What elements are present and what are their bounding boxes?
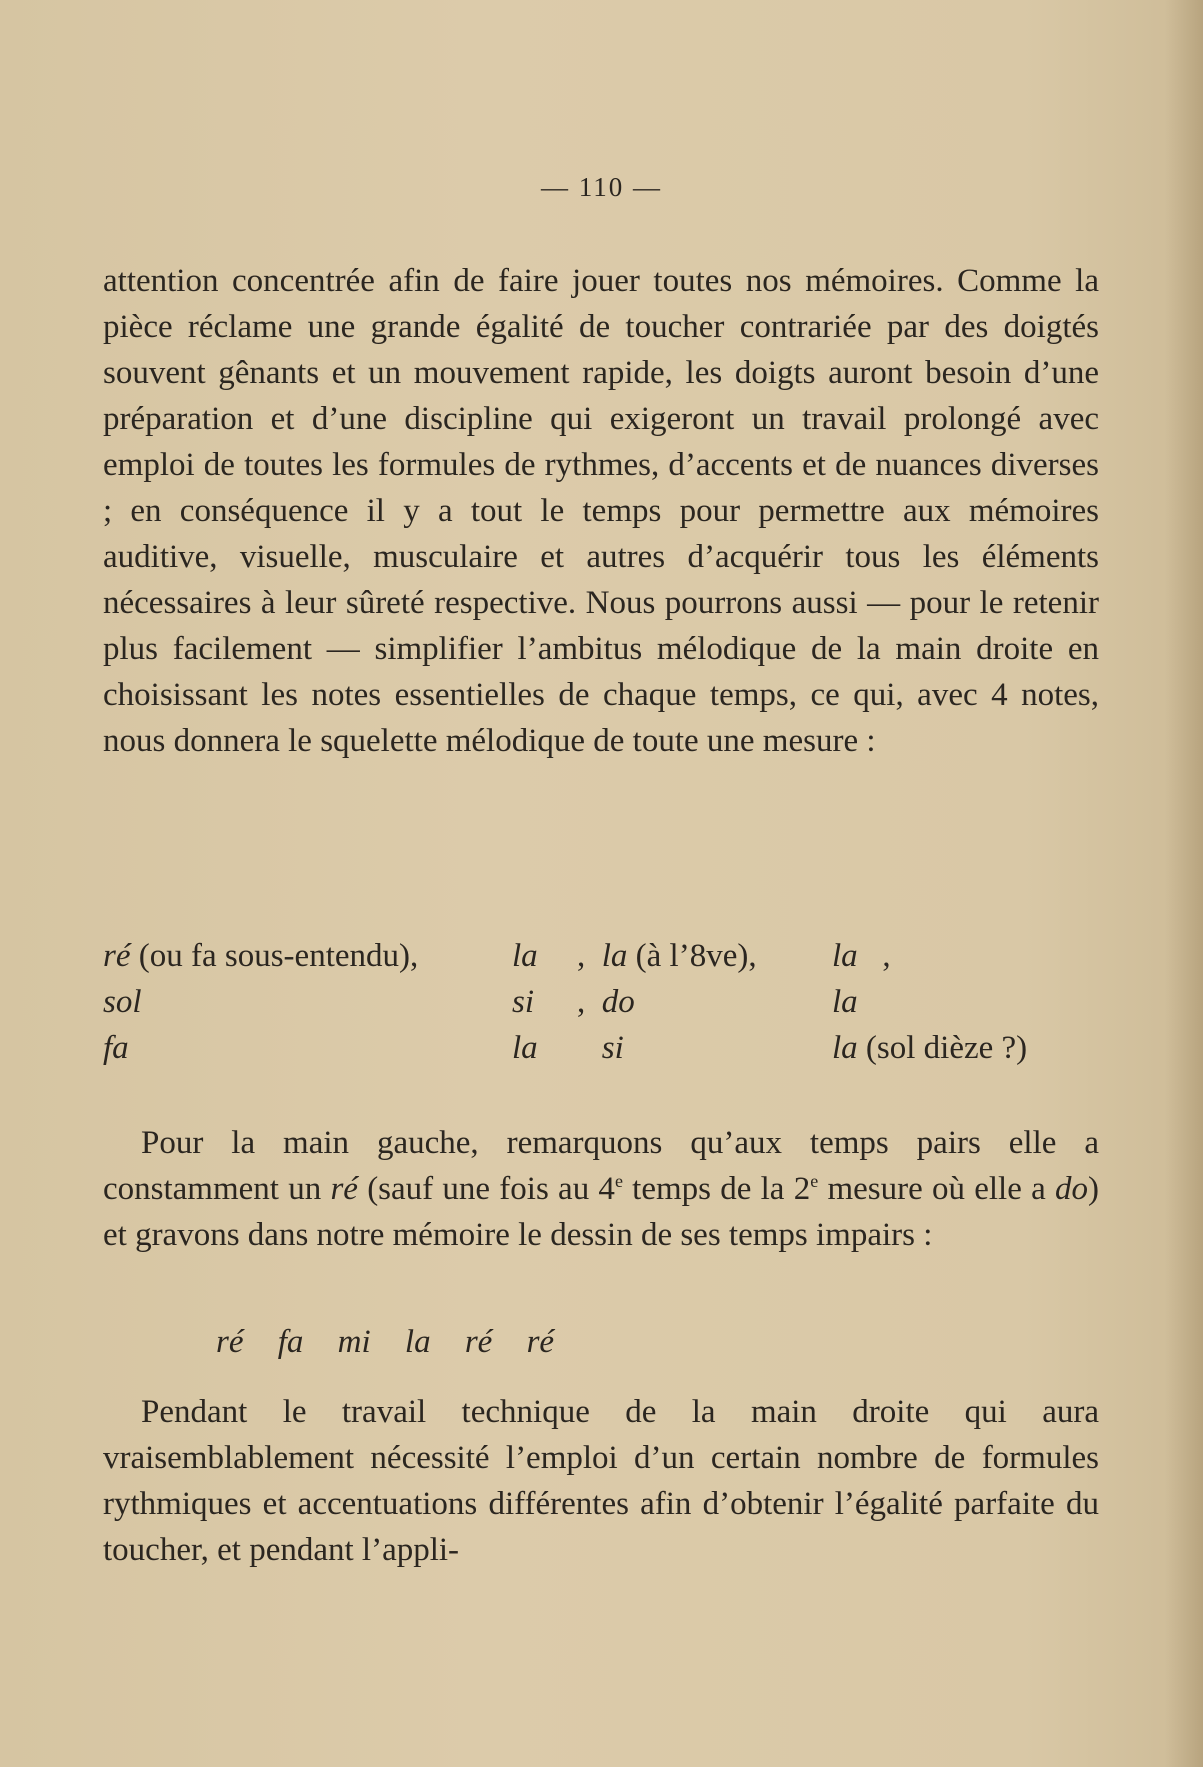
paragraph-3-text: Pendant le travail technique de la main droite qui aura vraisemblablement nécessité l’emploi d’un certain nombre de formules rythmiques et accentuations différentes afin d’obtenir l’égalité parfaite du toucher, et pendant l’appli- xyxy=(103,1394,1099,1568)
text-run: temps de la 2 xyxy=(622,1171,811,1207)
left-hand-note: ré xyxy=(526,1324,555,1360)
text-run: mesure où elle a xyxy=(818,1171,1055,1207)
separator: , xyxy=(882,938,891,974)
page-number: — 110 — xyxy=(541,172,662,202)
left-hand-note: la xyxy=(404,1324,431,1360)
note: la xyxy=(832,1030,858,1066)
text-run: Pour la main gauche, remarquons qu’aux temps pairs elle a constamment un xyxy=(103,1125,1099,1207)
text-run: (sauf une fois au 4 xyxy=(357,1171,615,1207)
notes-row-3-col-2: la xyxy=(512,1030,538,1066)
page-edge-shadow xyxy=(1165,0,1203,1767)
note: ré xyxy=(330,1171,358,1207)
superscript: e xyxy=(810,1171,819,1191)
notes-row-2-col-3 xyxy=(577,979,635,1025)
note: do xyxy=(1055,1171,1088,1207)
left-hand-note: ré xyxy=(464,1324,493,1360)
paragraph-2-text xyxy=(103,1120,1099,1258)
separator: , xyxy=(577,984,586,1020)
note-comment: (ou fa sous-entendu), xyxy=(130,938,419,974)
notes-row-1-col-3 xyxy=(577,933,757,979)
left-hand-note: ré xyxy=(216,1324,244,1360)
note: si xyxy=(601,1030,624,1066)
superscript: e xyxy=(614,1171,623,1191)
paragraph-2 xyxy=(103,1120,1099,1258)
note: la xyxy=(832,938,858,974)
paragraph-3 xyxy=(103,1389,1099,1573)
separator: , xyxy=(577,938,586,974)
notes-row-2-col-2: si xyxy=(512,984,535,1020)
notes-row-1-col-1 xyxy=(103,933,418,979)
notes-row-2-col-1: sol xyxy=(103,984,142,1020)
notes-row-3-col-3 xyxy=(577,1025,624,1071)
left-hand-note: fa xyxy=(277,1324,304,1360)
notes-row-1-col-2: la xyxy=(512,938,538,974)
notes-row-3-col-1: fa xyxy=(103,1030,129,1066)
note: la xyxy=(601,938,628,974)
notes-row-3-col-4 xyxy=(832,1025,1027,1071)
text-run: ) et gravons dans notre mémoire le dessin de ses temps impairs : xyxy=(103,1171,1099,1253)
notes-row-1-col-4 xyxy=(832,933,891,979)
paragraph-1 xyxy=(103,258,1099,764)
left-hand-note: mi xyxy=(337,1324,371,1360)
note: ré xyxy=(103,938,131,974)
left-hand-notes xyxy=(216,1324,580,1361)
note: do xyxy=(601,984,635,1020)
notes-row-2-col-4: la xyxy=(832,984,858,1020)
note-comment: (sol dièze ?) xyxy=(857,1030,1028,1066)
note-comment: (à l’8ve), xyxy=(627,938,757,974)
paragraph-1-text: attention concentrée afin de faire jouer toutes nos mémoires. Comme la pièce réclame une grande égalité de toucher contrariée par des doigtés souvent gênants et un mouvement rapide, les doigts auront besoin d’une préparation et d’une discipline qui exigeront un travail prolongé avec emploi de toutes les formules de rythmes, d’accents et de nuances diverses ; en conséquence il y a tout le temps pour permettre aux mémoires auditive, visuelle, musculaire et autres d’acquérir tous les éléments nécessaires à leur sûreté respective. Nous pourrons aussi — pour le retenir plus facilement — simplifier l’ambitus mélodique de la main droite en choisissant les notes essentielles de chaque temps, ce qui, avec 4 notes, nous donnera le squelette mélodique de toute une mesure : xyxy=(103,263,1099,759)
